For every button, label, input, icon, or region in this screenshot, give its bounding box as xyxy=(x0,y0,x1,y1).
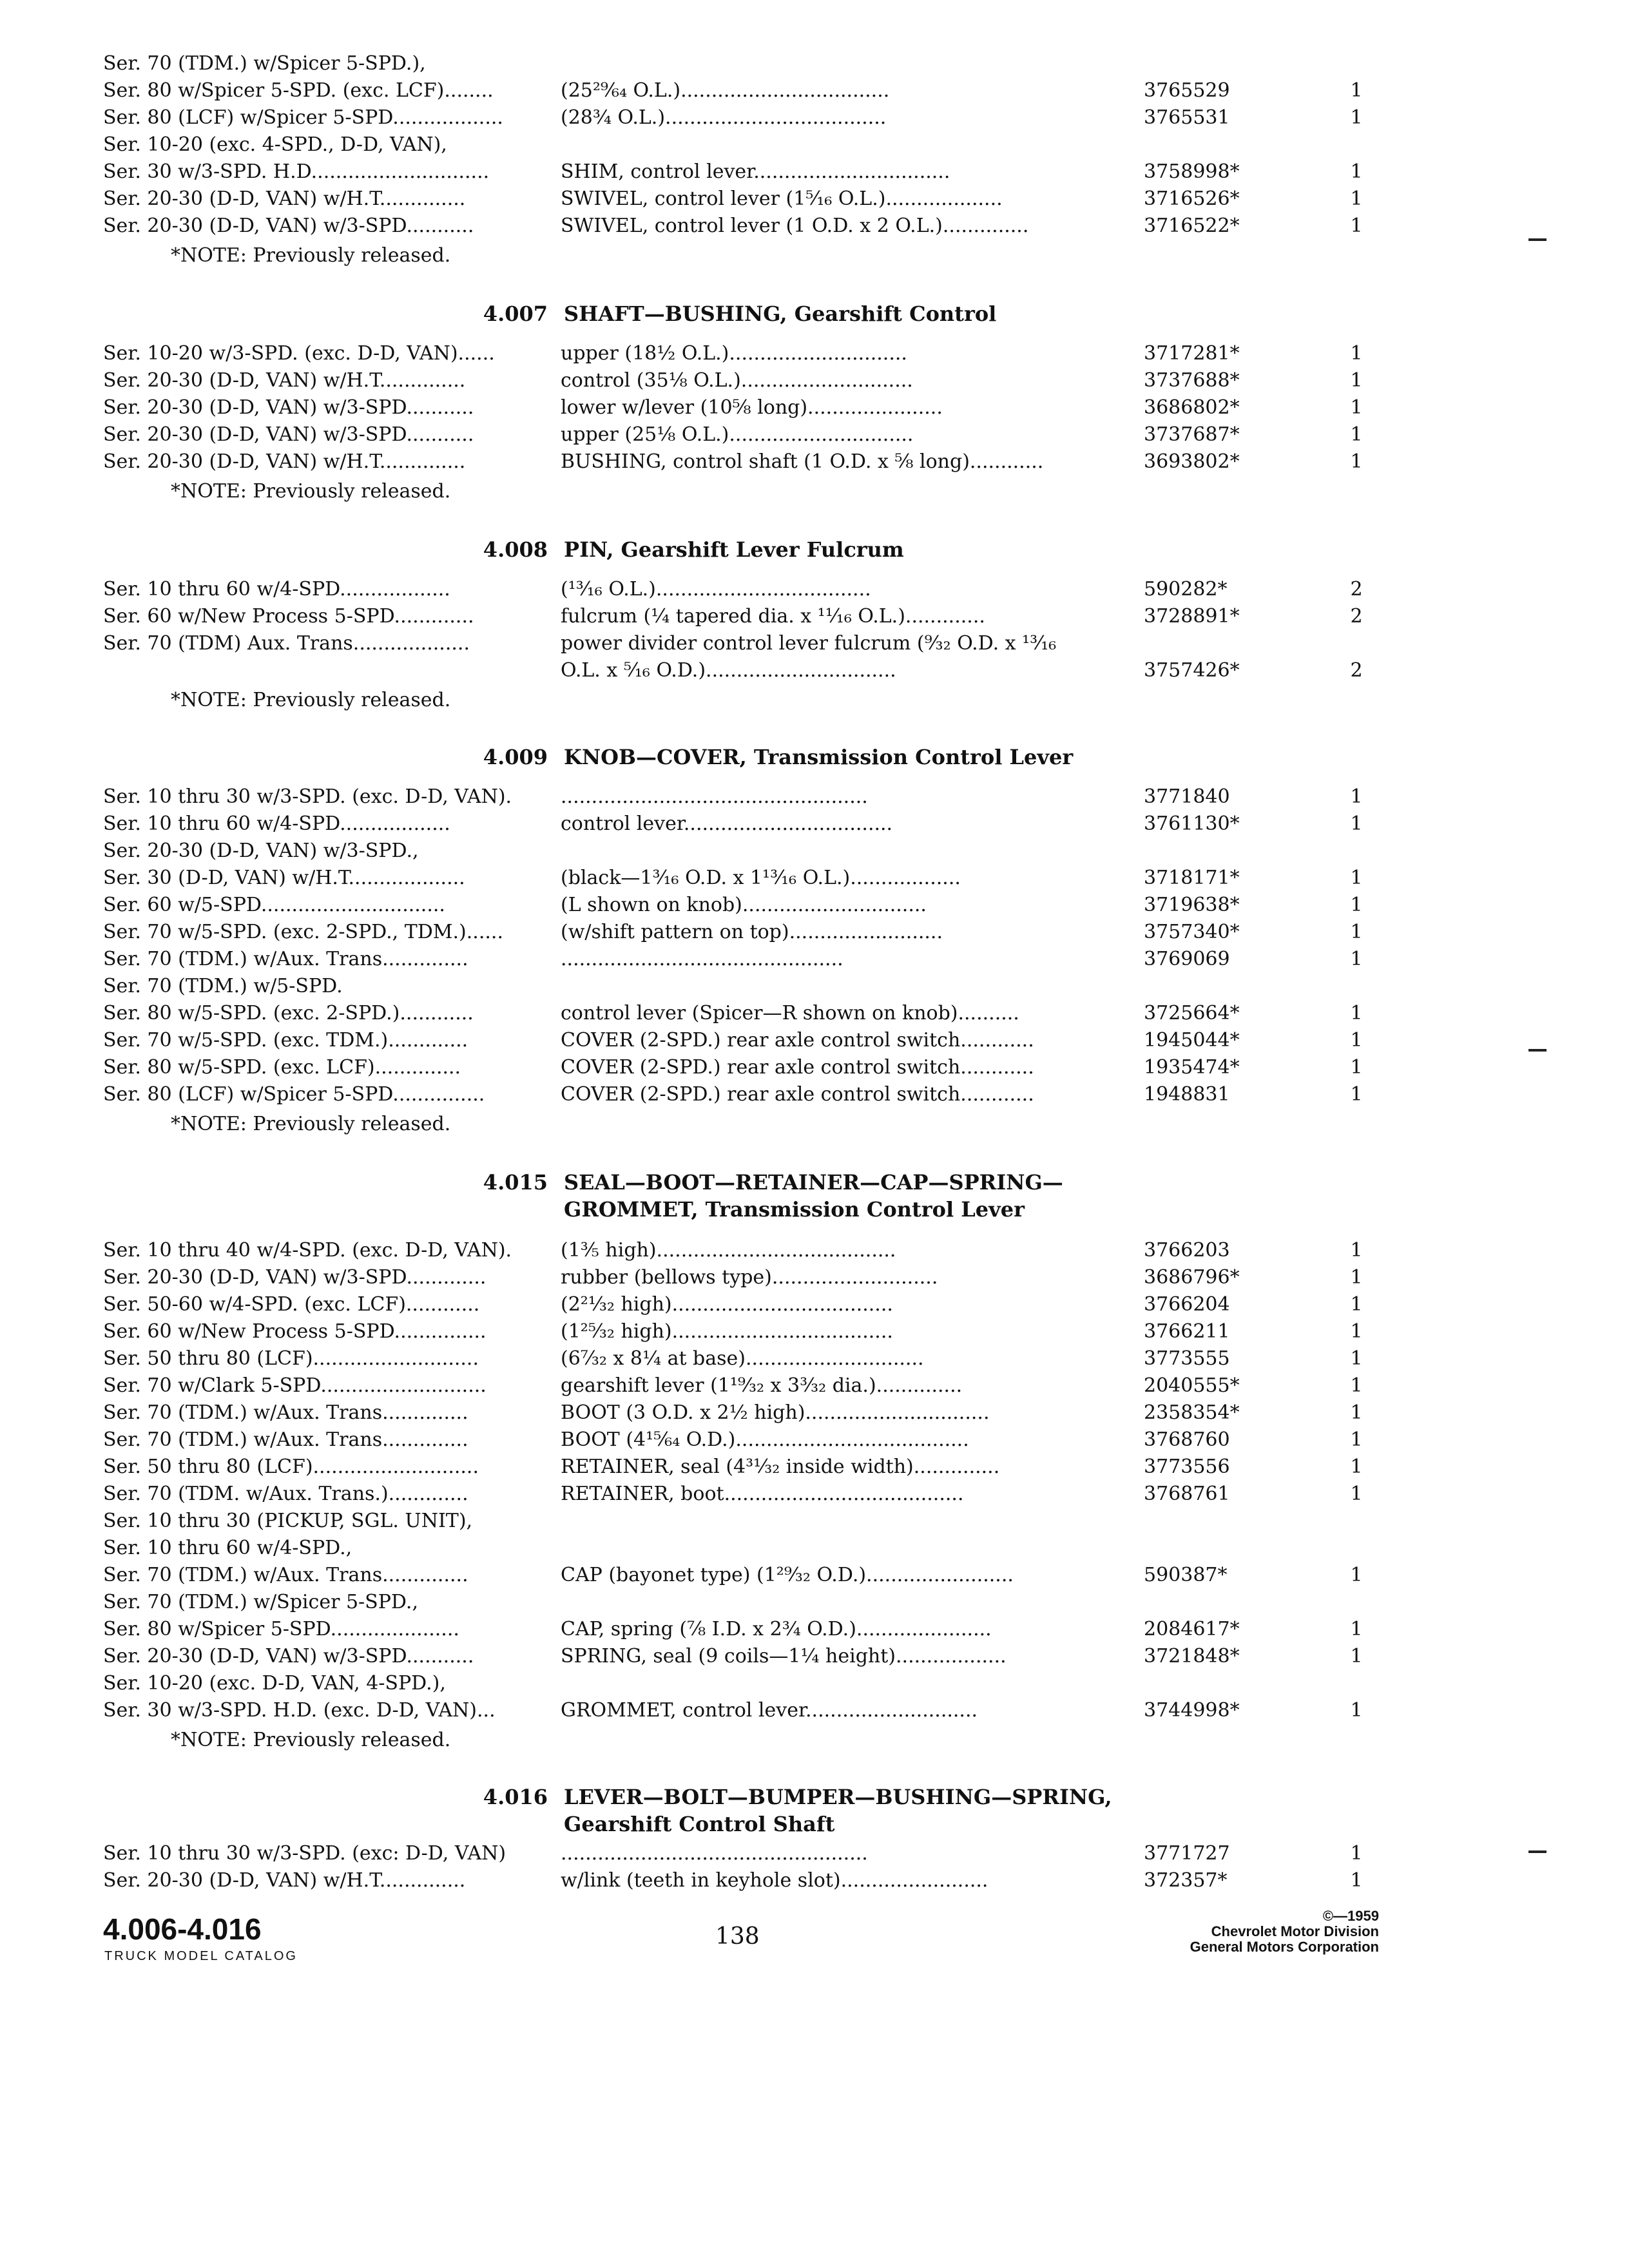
table-row xyxy=(0,1454,1629,1481)
model-cell: Ser. 10 thru 30 w/3-SPD. (exc. D-D, VAN). xyxy=(103,785,512,808)
note-previously-released: *NOTE: Previously released. xyxy=(171,480,451,503)
model-cell: Ser. 70 (TDM. w/Aux. Trans.)............. xyxy=(103,1483,468,1505)
section-title: LEVER—BOLT—BUMPER—BUSHING—SPRING, xyxy=(564,1785,1112,1809)
table-row xyxy=(0,50,1629,77)
description-cell: BUSHING, control shaft (1 O.D. x ⅝ long)............ xyxy=(561,450,1044,473)
quantity-cell: 1 xyxy=(1350,1645,1363,1667)
table-row xyxy=(0,1562,1629,1589)
model-cell: Ser. 80 w/5-SPD. (exc. 2-SPD.)............ xyxy=(103,1002,474,1024)
table-row xyxy=(0,1670,1629,1697)
model-cell: Ser. 10 thru 30 w/3-SPD. (exc: D-D, VAN) xyxy=(103,1842,506,1865)
part-number-cell: 3725664* xyxy=(1144,1002,1240,1024)
table-row xyxy=(0,892,1629,919)
section-number: 4.007 xyxy=(483,302,548,326)
model-cell: Ser. 50-60 w/4-SPD. (exc. LCF)............ xyxy=(103,1293,480,1316)
model-cell: Ser. 70 (TDM.) w/5-SPD. xyxy=(103,975,343,997)
description-cell: (¹³⁄₁₆ O.L.)................................... xyxy=(561,578,871,601)
table-row xyxy=(0,1372,1629,1399)
model-cell: Ser. 70 (TDM.) w/Aux. Trans.............. xyxy=(103,1401,468,1424)
note-previously-released: *NOTE: Previously released. xyxy=(171,689,451,711)
table-row xyxy=(0,104,1629,131)
model-cell: Ser. 70 (TDM.) w/Aux. Trans.............. xyxy=(103,948,468,970)
margin-mark xyxy=(1528,1049,1547,1052)
quantity-cell: 1 xyxy=(1350,1869,1363,1892)
quantity-cell: 2 xyxy=(1350,605,1363,628)
part-number-cell: 3766211 xyxy=(1144,1320,1230,1343)
quantity-cell: 1 xyxy=(1350,1401,1363,1424)
description-cell: rubber (bellows type)........................... xyxy=(561,1266,938,1289)
part-number-cell: 3717281* xyxy=(1144,342,1240,365)
section-range: 4.006-4.016 xyxy=(103,1912,262,1946)
description-cell: (28¾ O.L.).................................... xyxy=(561,106,887,129)
table-row xyxy=(0,1867,1629,1894)
quantity-cell: 1 xyxy=(1350,1029,1363,1052)
quantity-cell: 1 xyxy=(1350,921,1363,943)
table-row xyxy=(0,394,1629,421)
description-cell: upper (25⅛ O.L.).............................. xyxy=(561,423,914,446)
table-row xyxy=(0,1027,1629,1054)
note-previously-released: *NOTE: Previously released. xyxy=(171,1729,451,1751)
quantity-cell: 1 xyxy=(1350,1564,1363,1586)
quantity-cell: 1 xyxy=(1350,423,1363,446)
model-cell: Ser. 30 (D-D, VAN) w/H.T................... xyxy=(103,867,465,889)
model-cell: Ser. 30 w/3-SPD. H.D. (exc. D-D, VAN)... xyxy=(103,1699,496,1722)
table-row xyxy=(0,1318,1629,1345)
model-cell: Ser. 10-20 (exc. 4-SPD., D-D, VAN), xyxy=(103,133,447,156)
part-number-cell: 3769069 xyxy=(1144,948,1230,970)
model-cell: Ser. 80 w/Spicer 5-SPD..................... xyxy=(103,1618,459,1640)
description-cell: (25²⁹⁄₆₄ O.L.).................................. xyxy=(561,79,890,102)
table-row xyxy=(0,576,1629,603)
model-cell: Ser. 20-30 (D-D, VAN) w/3-SPD........... xyxy=(103,396,474,419)
margin-mark xyxy=(1528,238,1547,241)
description-cell: (w/shift pattern on top)......................... xyxy=(561,921,943,943)
model-cell: Ser. 80 w/Spicer 5-SPD. (exc. LCF)........ xyxy=(103,79,494,102)
publisher-block xyxy=(1031,1908,1379,1955)
part-number-cell: 3768760 xyxy=(1144,1428,1230,1451)
description-cell: (black—1³⁄₁₆ O.D. x 1¹³⁄₁₆ O.L.).................. xyxy=(561,867,961,889)
quantity-cell: 1 xyxy=(1350,1374,1363,1397)
description-cell: (1²⁵⁄₃₂ high).................................... xyxy=(561,1320,893,1343)
description-cell: SHIM, control lever................................ xyxy=(561,160,950,183)
model-cell: Ser. 10 thru 60 w/4-SPD., xyxy=(103,1537,352,1559)
table-row xyxy=(0,340,1629,367)
part-number-cell: 3766203 xyxy=(1144,1239,1230,1262)
model-cell: Ser. 80 (LCF) w/Spicer 5-SPD............... xyxy=(103,1083,485,1106)
model-cell: Ser. 60 w/5-SPD.............................. xyxy=(103,894,445,916)
margin-mark xyxy=(1528,1850,1547,1853)
description-cell: RETAINER, boot....................................... xyxy=(561,1483,964,1505)
model-cell: Ser. 70 (TDM.) w/Spicer 5-SPD.), xyxy=(103,52,426,75)
description-cell: COVER (2-SPD.) rear axle control switch............ xyxy=(561,1029,1034,1052)
part-number-cell: 3773556 xyxy=(1144,1456,1230,1478)
part-number-cell: 1935474* xyxy=(1144,1056,1240,1079)
description-cell: BOOT (4¹⁵⁄₆₄ O.D.)...................................... xyxy=(561,1428,969,1451)
quantity-cell: 1 xyxy=(1350,867,1363,889)
quantity-cell: 1 xyxy=(1350,1618,1363,1640)
table-row xyxy=(0,630,1629,657)
quantity-cell: 1 xyxy=(1350,785,1363,808)
description-cell: SWIVEL, control lever (1 O.D. x 2 O.L.).............. xyxy=(561,215,1029,237)
part-number-cell: 590282* xyxy=(1144,578,1228,601)
part-number-cell: 3766204 xyxy=(1144,1293,1230,1316)
model-cell: Ser. 20-30 (D-D, VAN) w/3-SPD............. xyxy=(103,1266,487,1289)
model-cell: Ser. 70 (TDM.) w/Aux. Trans.............. xyxy=(103,1564,468,1586)
table-row xyxy=(0,1643,1629,1670)
description-cell: gearshift lever (1¹⁹⁄₃₂ x 3³⁄₃₂ dia.).............. xyxy=(561,1374,963,1397)
quantity-cell: 1 xyxy=(1350,894,1363,916)
copyright: ©—1959 xyxy=(1322,1908,1379,1924)
part-number-cell: 3757426* xyxy=(1144,659,1240,682)
part-number-cell: 3758998* xyxy=(1144,160,1240,183)
quantity-cell: 1 xyxy=(1350,1347,1363,1370)
quantity-cell: 1 xyxy=(1350,106,1363,129)
table-row xyxy=(0,186,1629,213)
part-number-cell: 3768761 xyxy=(1144,1483,1230,1505)
table-row xyxy=(0,1264,1629,1291)
description-cell: SPRING, seal (9 coils—1¼ height).................. xyxy=(561,1645,1007,1667)
part-number-cell: 1948831 xyxy=(1144,1083,1230,1106)
table-row xyxy=(0,838,1629,865)
description-cell: control lever.................................. xyxy=(561,812,893,835)
quantity-cell: 1 xyxy=(1350,1293,1363,1316)
table-row xyxy=(0,213,1629,240)
description-cell: (6⁷⁄₃₂ x 8¼ at base)............................. xyxy=(561,1347,924,1370)
description-cell: SWIVEL, control lever (1⁵⁄₁₆ O.L.)................... xyxy=(561,187,1003,210)
part-number-cell: 3761130* xyxy=(1144,812,1240,835)
catalog-label: TRUCK MODEL CATALOG xyxy=(104,1949,298,1963)
part-number-cell: 3773555 xyxy=(1144,1347,1230,1370)
model-cell: Ser. 10 thru 60 w/4-SPD.................. xyxy=(103,812,450,835)
table-row xyxy=(0,657,1629,684)
model-cell: Ser. 20-30 (D-D, VAN) w/3-SPD., xyxy=(103,840,419,862)
quantity-cell: 1 xyxy=(1350,1239,1363,1262)
description-cell: lower w/lever (10⅝ long)...................... xyxy=(561,396,943,419)
description-cell: w/link (teeth in keyhole slot)........................ xyxy=(561,1869,988,1892)
quantity-cell: 1 xyxy=(1350,1456,1363,1478)
quantity-cell: 1 xyxy=(1350,1056,1363,1079)
description-cell: GROMMET, control lever............................ xyxy=(561,1699,978,1722)
model-cell: Ser. 20-30 (D-D, VAN) w/3-SPD........... xyxy=(103,1645,474,1667)
model-cell: Ser. 10 thru 30 (PICKUP, SGL. UNIT), xyxy=(103,1510,473,1532)
quantity-cell: 1 xyxy=(1350,1266,1363,1289)
model-cell: Ser. 20-30 (D-D, VAN) w/H.T.............. xyxy=(103,1869,466,1892)
description-cell: CAP, spring (⅞ I.D. x 2¾ O.D.)...................... xyxy=(561,1618,992,1640)
quantity-cell: 1 xyxy=(1350,1083,1363,1106)
table-row xyxy=(0,1427,1629,1454)
quantity-cell: 1 xyxy=(1350,187,1363,210)
model-cell: Ser. 20-30 (D-D, VAN) w/3-SPD........... xyxy=(103,215,474,237)
section-title: SEAL—BOOT—RETAINER—CAP—SPRING— xyxy=(564,1170,1063,1195)
description-cell: .............................................. xyxy=(561,948,843,970)
part-number-cell: 3744998* xyxy=(1144,1699,1240,1722)
model-cell: Ser. 70 (TDM.) w/Spicer 5-SPD., xyxy=(103,1591,418,1613)
description-cell: fulcrum (¼ tapered dia. x ¹¹⁄₁₆ O.L.)............. xyxy=(561,605,985,628)
description-cell: RETAINER, seal (4³¹⁄₃₂ inside width).............. xyxy=(561,1456,1000,1478)
model-cell: Ser. 20-30 (D-D, VAN) w/H.T.............. xyxy=(103,450,466,473)
description-cell: CAP (bayonet type) (1²⁹⁄₃₂ O.D.)........................ xyxy=(561,1564,1014,1586)
description-cell: .................................................. xyxy=(561,1842,868,1865)
quantity-cell: 1 xyxy=(1350,1483,1363,1505)
quantity-cell: 1 xyxy=(1350,1699,1363,1722)
part-number-cell: 3718171* xyxy=(1144,867,1240,889)
description-cell: (2²¹⁄₃₂ high).................................... xyxy=(561,1293,893,1316)
quantity-cell: 1 xyxy=(1350,396,1363,419)
quantity-cell: 1 xyxy=(1350,215,1363,237)
model-cell: Ser. 20-30 (D-D, VAN) w/3-SPD........... xyxy=(103,423,474,446)
part-number-cell: 3693802* xyxy=(1144,450,1240,473)
part-number-cell: 3771727 xyxy=(1144,1842,1230,1865)
quantity-cell: 1 xyxy=(1350,812,1363,835)
model-cell: Ser. 60 w/New Process 5-SPD............... xyxy=(103,1320,487,1343)
page-number: 138 xyxy=(715,1923,760,1950)
table-row xyxy=(0,1054,1629,1081)
table-row xyxy=(0,783,1629,811)
quantity-cell: 2 xyxy=(1350,659,1363,682)
description-cell: control (35⅛ O.L.)............................ xyxy=(561,369,913,392)
table-row xyxy=(0,77,1629,104)
table-row xyxy=(0,1697,1629,1724)
table-row xyxy=(0,1345,1629,1372)
part-number-cell: 590387* xyxy=(1144,1564,1228,1586)
part-number-cell: 3737687* xyxy=(1144,423,1240,446)
table-row xyxy=(0,448,1629,476)
part-number-cell: 2358354* xyxy=(1144,1401,1240,1424)
model-cell: Ser. 70 w/Clark 5-SPD........................... xyxy=(103,1374,487,1397)
section-title: PIN, Gearshift Lever Fulcrum xyxy=(564,537,904,562)
description-cell: control lever (Spicer—R shown on knob).......... xyxy=(561,1002,1019,1024)
quantity-cell: 1 xyxy=(1350,1002,1363,1024)
part-number-cell: 3765529 xyxy=(1144,79,1230,102)
description-cell: (L shown on knob).............................. xyxy=(561,894,927,916)
table-row xyxy=(0,1616,1629,1643)
part-number-cell: 3716522* xyxy=(1144,215,1240,237)
section-title-continued: Gearshift Control Shaft xyxy=(564,1812,835,1836)
description-cell: .................................................. xyxy=(561,785,868,808)
section-number: 4.008 xyxy=(483,537,548,562)
table-row xyxy=(0,603,1629,630)
note-previously-released: *NOTE: Previously released. xyxy=(171,244,451,267)
table-row xyxy=(0,1508,1629,1535)
description-cell: COVER (2-SPD.) rear axle control switch............ xyxy=(561,1083,1034,1106)
part-number-cell: 3728891* xyxy=(1144,605,1240,628)
table-row xyxy=(0,811,1629,838)
model-cell: Ser. 70 w/5-SPD. (exc. TDM.)............. xyxy=(103,1029,468,1052)
part-number-cell: 3716526* xyxy=(1144,187,1240,210)
description-cell: power divider control lever fulcrum (⁹⁄₃₂ O.D. x ¹³⁄₁₆ xyxy=(561,632,1057,655)
part-number-cell: 3771840 xyxy=(1144,785,1230,808)
part-number-cell: 1945044* xyxy=(1144,1029,1240,1052)
section-number: 4.009 xyxy=(483,745,548,769)
model-cell: Ser. 70 (TDM.) w/Aux. Trans.............. xyxy=(103,1428,468,1451)
quantity-cell: 1 xyxy=(1350,79,1363,102)
division-name: Chevrolet Motor Division xyxy=(1211,1923,1379,1939)
part-number-cell: 372357* xyxy=(1144,1869,1228,1892)
table-row xyxy=(0,919,1629,946)
table-row xyxy=(0,1535,1629,1562)
part-number-cell: 2040555* xyxy=(1144,1374,1240,1397)
table-row xyxy=(0,1081,1629,1108)
model-cell: Ser. 20-30 (D-D, VAN) w/H.T.............. xyxy=(103,187,466,210)
part-number-cell: 2084617* xyxy=(1144,1618,1240,1640)
quantity-cell: 1 xyxy=(1350,160,1363,183)
quantity-cell: 2 xyxy=(1350,578,1363,601)
quantity-cell: 1 xyxy=(1350,1320,1363,1343)
table-row xyxy=(0,421,1629,448)
model-cell: Ser. 20-30 (D-D, VAN) w/H.T.............. xyxy=(103,369,466,392)
model-cell: Ser. 50 thru 80 (LCF)........................... xyxy=(103,1456,479,1478)
table-row xyxy=(0,131,1629,159)
table-row xyxy=(0,1481,1629,1508)
model-cell: Ser. 50 thru 80 (LCF)........................... xyxy=(103,1347,479,1370)
table-row xyxy=(0,159,1629,186)
quantity-cell: 1 xyxy=(1350,369,1363,392)
part-number-cell: 3765531 xyxy=(1144,106,1230,129)
model-cell: Ser. 70 (TDM) Aux. Trans................... xyxy=(103,632,470,655)
table-row xyxy=(0,865,1629,892)
section-title: SHAFT—BUSHING, Gearshift Control xyxy=(564,302,997,326)
quantity-cell: 1 xyxy=(1350,948,1363,970)
quantity-cell: 1 xyxy=(1350,1428,1363,1451)
model-cell: Ser. 60 w/New Process 5-SPD............. xyxy=(103,605,474,628)
part-number-cell: 3721848* xyxy=(1144,1645,1240,1667)
quantity-cell: 1 xyxy=(1350,1842,1363,1865)
part-number-cell: 3737688* xyxy=(1144,369,1240,392)
description-cell: (1⅗ high)....................................... xyxy=(561,1239,896,1262)
description-cell: O.L. x ⁵⁄₁₆ O.D.)............................... xyxy=(561,659,896,682)
model-cell: Ser. 10-20 w/3-SPD. (exc. D-D, VAN)...... xyxy=(103,342,495,365)
table-row xyxy=(0,1000,1629,1027)
corporation-name: General Motors Corporation xyxy=(1190,1939,1379,1955)
part-number-cell: 3686802* xyxy=(1144,396,1240,419)
model-cell: Ser. 10-20 (exc. D-D, VAN, 4-SPD.), xyxy=(103,1672,446,1695)
table-row xyxy=(0,1237,1629,1264)
description-cell: upper (18½ O.L.)............................. xyxy=(561,342,907,365)
table-row xyxy=(0,367,1629,394)
part-number-cell: 3757340* xyxy=(1144,921,1240,943)
table-row xyxy=(0,1291,1629,1318)
description-cell: BOOT (3 O.D. x 2½ high).............................. xyxy=(561,1401,990,1424)
model-cell: Ser. 30 w/3-SPD. H.D............................. xyxy=(103,160,490,183)
section-number: 4.015 xyxy=(483,1170,548,1195)
model-cell: Ser. 10 thru 40 w/4-SPD. (exc. D-D, VAN). xyxy=(103,1239,512,1262)
table-row xyxy=(0,1399,1629,1427)
part-number-cell: 3686796* xyxy=(1144,1266,1240,1289)
section-title-continued: GROMMET, Transmission Control Lever xyxy=(564,1197,1025,1222)
quantity-cell: 1 xyxy=(1350,450,1363,473)
model-cell: Ser. 80 w/5-SPD. (exc. LCF).............. xyxy=(103,1056,461,1079)
table-row xyxy=(0,973,1629,1000)
quantity-cell: 1 xyxy=(1350,342,1363,365)
table-row xyxy=(0,1840,1629,1867)
section-number: 4.016 xyxy=(483,1785,548,1809)
table-row xyxy=(0,1589,1629,1616)
note-previously-released: *NOTE: Previously released. xyxy=(171,1113,451,1135)
description-cell: COVER (2-SPD.) rear axle control switch............ xyxy=(561,1056,1034,1079)
table-row xyxy=(0,946,1629,973)
model-cell: Ser. 10 thru 60 w/4-SPD.................. xyxy=(103,578,450,601)
part-number-cell: 3719638* xyxy=(1144,894,1240,916)
model-cell: Ser. 70 w/5-SPD. (exc. 2-SPD., TDM.)...... xyxy=(103,921,503,943)
model-cell: Ser. 80 (LCF) w/Spicer 5-SPD.................. xyxy=(103,106,503,129)
section-title: KNOB—COVER, Transmission Control Lever xyxy=(564,745,1074,769)
